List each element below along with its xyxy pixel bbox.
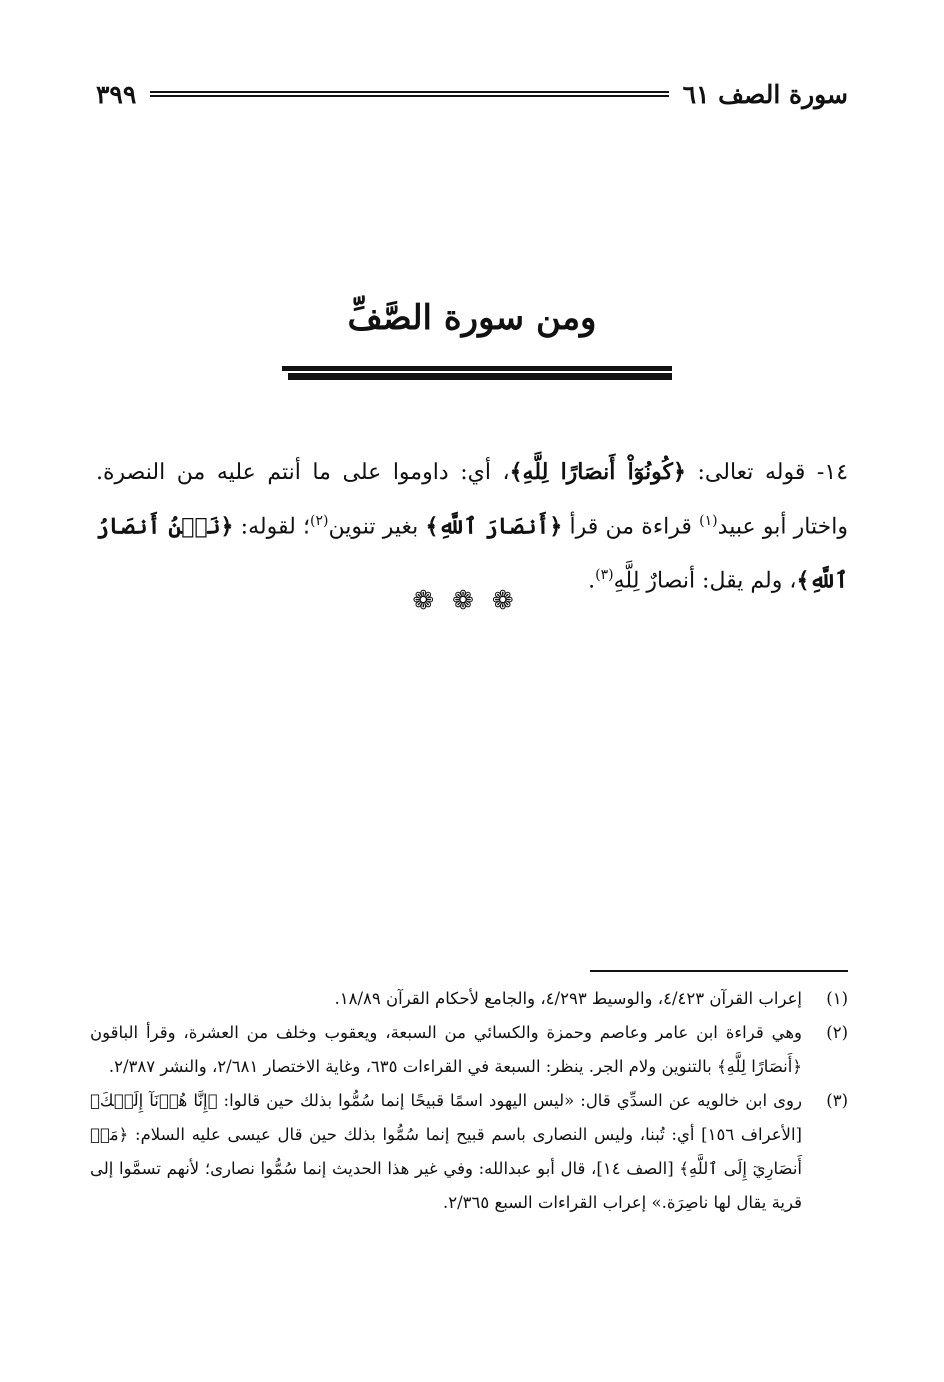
- page-number: ٣٩٩: [96, 79, 137, 109]
- title-ornament-rule: [282, 366, 672, 380]
- section-end-flowers-icon: ❁❁❁: [412, 586, 532, 616]
- footnote-text: وهي قراءة ابن عامر وعاصم وحمزة والكسائي من السبعة، ويعقوب وخلف من العشرة، وقرأ الباقون ﴿أَنصَارًا لِلَّهِ﴾ بالتنوين ولام الجر. ينظر: السبعة في القراءات ٦٣٥، وغاية الاختصار ٢/٦٨١، والنشر ٢/٣٨٧.: [90, 1023, 802, 1076]
- footnote-separator: [590, 970, 848, 972]
- footnote-ref[interactable]: (٣): [595, 567, 614, 584]
- quran-quote: ﴿أَنصَارَ ٱللَّهِ﴾: [425, 513, 563, 540]
- quran-quote: ﴿نَحۡنُ أَنصَارُ ٱللَّهِ﴾: [96, 513, 848, 594]
- header-rule: [150, 91, 668, 97]
- footnote-number: (١): [826, 989, 848, 1008]
- footnote-number: (٢): [826, 1023, 848, 1042]
- footnote-text: إعراب القرآن ٤/٤٢٣، والوسيط ٤/٢٩٣، والجامع لأحكام القرآن ١٨/٨٩.: [334, 989, 802, 1008]
- footnote-text: روى ابن خالويه عن السدِّي قال: «ليس اليهود اسمًا قبيحًا إنما سُمُّوا بذلك حين قالوا: ﴿إِنَّا هُدۡنَآ إِلَيۡكَ﴾ [الأعراف ١٥٦] أي: تُبنا، وليس النصارى باسم قبيح إنما سُمُّوا بذلك حين قال عيسى عليه السلام: ﴿مَنۡ أَنصَارِيٓ إِلَى ٱللَّهِ﴾ [الصف ١٤]، قال أبو عبدالله: وفي غير هذا الحديث إنما سُمُّوا نصارى؛ لأنهم تسمَّوا إلى قرية يقال لها ناصِرَة.» إعراب القراءات السبع ٢/٣٦٥.: [90, 1091, 802, 1212]
- footnote-3: [90, 1084, 848, 1220]
- running-title: سورة الصف ٦١: [682, 79, 848, 109]
- running-header: [96, 72, 848, 116]
- main-paragraph: ١٤- قوله تعالى: ﴿كُونُوٓاْ أَنصَارًا لِلَّهِ﴾، أي: داوموا على ما أنتم عليه من النصرة. واختار أبو عبيد$^{(١)}$ قراءة من قرأ ﴿أَنصَارَ ٱللَّهِ﴾ بغير تنوين$^{(٢)}$؛ لقوله: ﴿نَحۡنُ أَنصَارُ ٱللَّهِ﴾، ولم يقل: أنصارٌ لِلَّهِ$^{(٣)}$.: [96, 459, 849, 594]
- footnote-ref[interactable]: (١): [699, 513, 718, 529]
- footnote-number: (٣): [826, 1091, 848, 1110]
- chapter-title: ومن سورة الصَّفِّ: [347, 298, 597, 338]
- footnote-1: [90, 982, 848, 1016]
- footnotes: [90, 982, 848, 1220]
- footnote-ref[interactable]: (٢): [310, 513, 329, 529]
- footnote-2: [90, 1016, 848, 1084]
- quran-quote: ﴿كُونُوٓاْ أَنصَارًا لِلَّهِ﴾: [509, 459, 686, 485]
